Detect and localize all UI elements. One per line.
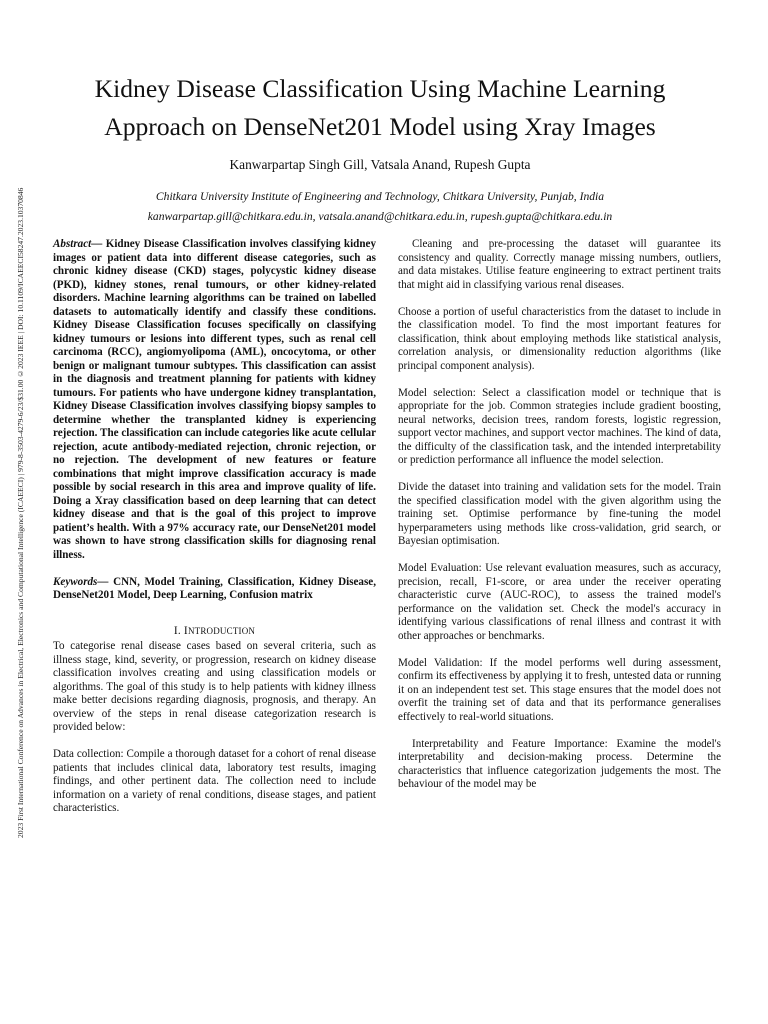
- abstract-text: Kidney Disease Classification involves classifying kidney images or patient data into different disease categories, such as chronic kidney disease (CKD) stages, polycystic kidney disease (PKD), kidney stones, renal tumours, or other kidney-related disorders. Machine learning algorithms can be trained on labelled datasets to automatically identify and classify these conditions. Kidney Disease Classification focuses specifically on classifying kidney tumours or lesions into different types, such as renal cell carcinoma (RCC), angiomyolipoma (AML), oncocytoma, or other benign or malignant tumour subtypes. This classification can assist in the diagnosis and treatment planning for patients with kidney tumours. For patients who have undergone kidney transplantation, Kidney Disease Classification involves classifying biopsy samples to determine whether the transplanted kidney is experiencing rejection. The classification can include categories like acute cellular rejection, acute antibody-mediated rejection, chronic rejection, or no rejection. The development of new features or feature combinations that might improve classification accuracy is made possible by social research in this area and improve quality of life. Doing a Xray classification based on deep learning that can detect kidney disease and that is the goal of this project to improve patient’s health. With a 97% accuracy rate, our DenseNet201 model was shown to have strong classification skills for diagnosing renal illness.: [53, 238, 376, 561]
- right-paragraph: Model Evaluation: Use relevant evaluation measures, such as accuracy, precision, recall, F1-score, or area under the receiver operating characteristic curve (AUC-ROC), to assess the trained model's performance on the validation set. Check the model's accuracy in identifying various classifications of renal illness and contrast it with other approaches or benchmarks.: [398, 562, 721, 642]
- abstract: [53, 238, 376, 562]
- right-paragraph: Model selection: Select a classification model or technique that is appropriate for the job. Common strategies include gradient boosting, neural networks, decision trees, random forests, logistic regression, support vector machines, and support vector machines. The kind of data, the difficulty of the classification task, and the intended interpretability or prediction performance all influence the model selection.: [398, 386, 721, 466]
- right-paragraph: Interpretability and Feature Importance: Examine the model's interpretability and decision-making process. Determine the characteristics that influence categorization judgements the most. The behaviour of the model may be: [398, 737, 721, 790]
- title-line-1: Kidney Disease Classification Using Machine Learning: [94, 74, 666, 103]
- affiliation: Chitkara University Institute of Engineering and Technology, Chitkara University, Punjab, India: [155, 190, 605, 203]
- keywords-lead: Keywords—: [53, 575, 109, 588]
- title-line-2: Approach on DenseNet201 Model using Xray Images: [104, 112, 656, 141]
- conference-doi-note: 2023 First International Conference on Advances in Electrical, Electronics and Computational Intelligence (ICAEECI) | 979-8-3503-4279-6/23/$31.00 ©2023 IEEE | DOI: 10.1109/ICAEECI58247.2023.10370846: [16, 187, 25, 838]
- abstract-lead: Abstract—: [53, 238, 103, 250]
- right-paragraph: Divide the dataset into training and validation sets for the model. Train the specified classification model with the given algorithm using the training set. Optimise performance by fine-tuning the model hyperparameters using methods like cross-validation, grid search, or Bayesian optimisation.: [398, 481, 721, 547]
- paper-title: [40, 70, 720, 146]
- right-paragraph: Choose a portion of useful characteristics from the dataset to include in the classification model. To find the most important features for classification, think about employing methods like statistical analysis, correlation analysis, or dimensionality reduction algorithms (like principal component analysis).: [398, 305, 721, 372]
- right-paragraph: Model Validation: If the model performs well during assessment, confirm its effectiveness by applying it to fresh, untested data or running it on an independent test set. This stage ensures that the model does not overfit the training set of data and that its performance generalises effectively to real-world situations.: [398, 656, 721, 723]
- section-heading-introduction: I. INTRODUCTION: [173, 624, 256, 637]
- right-column: [398, 238, 721, 805]
- keywords: [53, 576, 376, 603]
- left-paragraph: To categorise renal disease cases based on several criteria, such as illness stage, kind, severity, or progression, research on kidney disease classification involves creating and using classification models or algorithms. The goal of this study is to help patients with kidney illness make better decisions regarding diagnosis, prognosis, and therapy. An overview of the steps in renal disease categorization research is provided below:: [53, 640, 376, 733]
- left-paragraph: Data collection: Compile a thorough dataset for a cohort of renal disease patients that includes clinical data, laboratory test results, imaging findings, and other pertinent data. The collection need to include information on a variety of renal conditions, disease stages, and patient characteristics.: [53, 748, 376, 814]
- author-emails: kanwarpartap.gill@chitkara.edu.in, vatsala.anand@chitkara.edu.in, rupesh.gupta@chitkara.edu.in: [147, 210, 613, 223]
- left-column: [53, 238, 376, 829]
- author-list: Kanwarpartap Singh Gill, Vatsala Anand, Rupesh Gupta: [229, 157, 531, 172]
- keywords-text: CNN, Model Training, Classification, Kidney Disease, DenseNet201 Model, Deep Learning, Confusion matrix: [53, 575, 376, 601]
- right-paragraph: Cleaning and pre-processing the dataset will guarantee its consistency and quality. Correctly manage missing numbers, outliers, and data mistakes. Utilise feature engineering to extract pertinent traits that might aid in classifying various renal diseases.: [398, 238, 721, 291]
